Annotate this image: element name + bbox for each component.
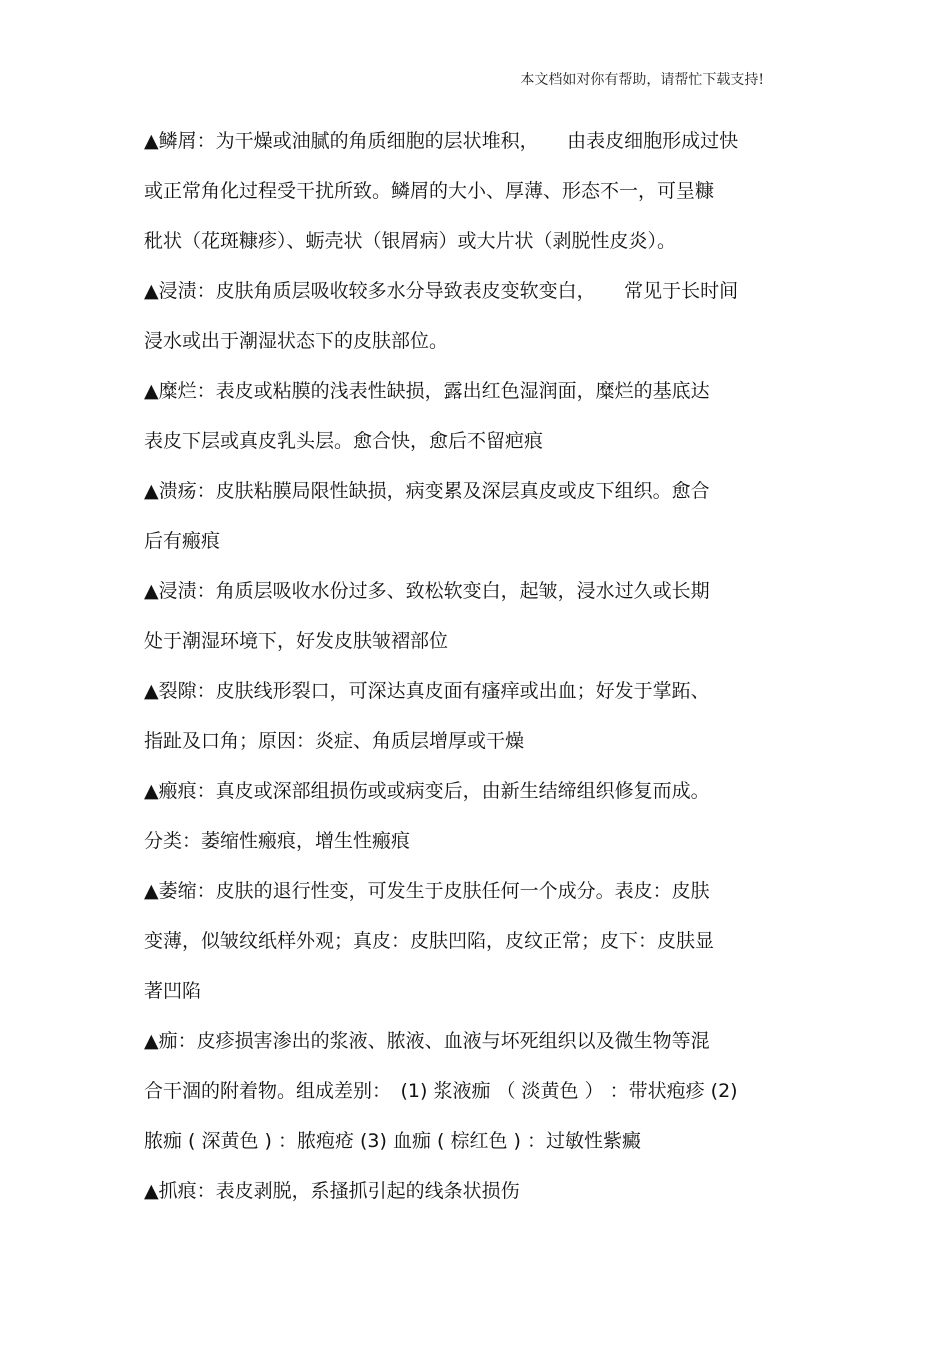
text-line-8: ▲溃疡：皮肤粘膜局限性缺损，病变累及深层真皮或皮下组织。愈合 (144, 480, 710, 502)
text-line-15: 分类：萎缩性瘢痕，增生性瘢痕 (144, 830, 411, 852)
text-line-21: 脓痂 ( 深黄色 ) ：脓疱疮 (3) 血痂 ( 棕红色 ) ：过敏性紫癜 (144, 1130, 641, 1152)
text-line-14: ▲瘢痕：真皮或深部组损伤或或病变后，由新生结缔组织修复而成。 (144, 780, 710, 802)
header-note: 本文档如对你有帮助，请帮忙下载支持! (520, 72, 764, 88)
text-line-1: ▲鳞屑：为干燥或油腻的角质细胞的层状堆积， 由表皮细胞形成过快 (144, 130, 739, 152)
text-line-20: 合干涸的附着物。组成差别： (1) 浆液痂 （ 淡黄色 ） ：带状疱疹 (2) (144, 1080, 738, 1102)
text-line-13: 指趾及口角；原因：炎症、角质层增厚或干燥 (144, 730, 525, 752)
text-line-4: ▲浸渍：皮肤角质层吸收较多水分导致表皮变软变白， 常见于长时间 (144, 280, 739, 302)
text-line-6: ▲糜烂：表皮或粘膜的浅表性缺损，露出红色湿润面，糜烂的基底达 (144, 380, 710, 402)
text-line-11: 处于潮湿环境下，好发皮肤皱褶部位 (144, 630, 449, 652)
text-line-3: 秕状（花斑糠疹）、蛎壳状（银屑病）或大片状（剥脱性皮炎）。 (144, 230, 677, 252)
text-line-10: ▲浸渍：角质层吸收水份过多、致松软变白，起皱，浸水过久或长期 (144, 580, 710, 602)
text-line-12: ▲裂隙：皮肤线形裂口，可深达真皮面有瘙痒或出血；好发于掌跖、 (144, 680, 710, 702)
text-line-5: 浸水或出于潮湿状态下的皮肤部位。 (144, 330, 449, 352)
text-line-2: 或正常角化过程受干扰所致。鳞屑的大小、厚薄、形态不一，可呈糠 (144, 180, 715, 202)
text-line-19: ▲痂：皮疹损害渗出的浆液、脓液、血液与坏死组织以及微生物等混 (144, 1030, 710, 1052)
document-body (144, 116, 808, 1216)
text-line-16: ▲萎缩：皮肤的退行性变，可发生于皮肤任何一个成分。表皮：皮肤 (144, 880, 710, 902)
text-line-18: 著凹陷 (144, 980, 202, 1002)
text-line-9: 后有瘢痕 (144, 530, 221, 552)
text-line-17: 变薄，似皱纹纸样外观；真皮：皮肤凹陷，皮纹正常；皮下：皮肤显 (144, 930, 715, 952)
text-line-22: ▲抓痕：表皮剥脱，系搔抓引起的线条状损伤 (144, 1180, 520, 1202)
text-line-7: 表皮下层或真皮乳头层。愈合快，愈后不留疤痕 (144, 430, 544, 452)
